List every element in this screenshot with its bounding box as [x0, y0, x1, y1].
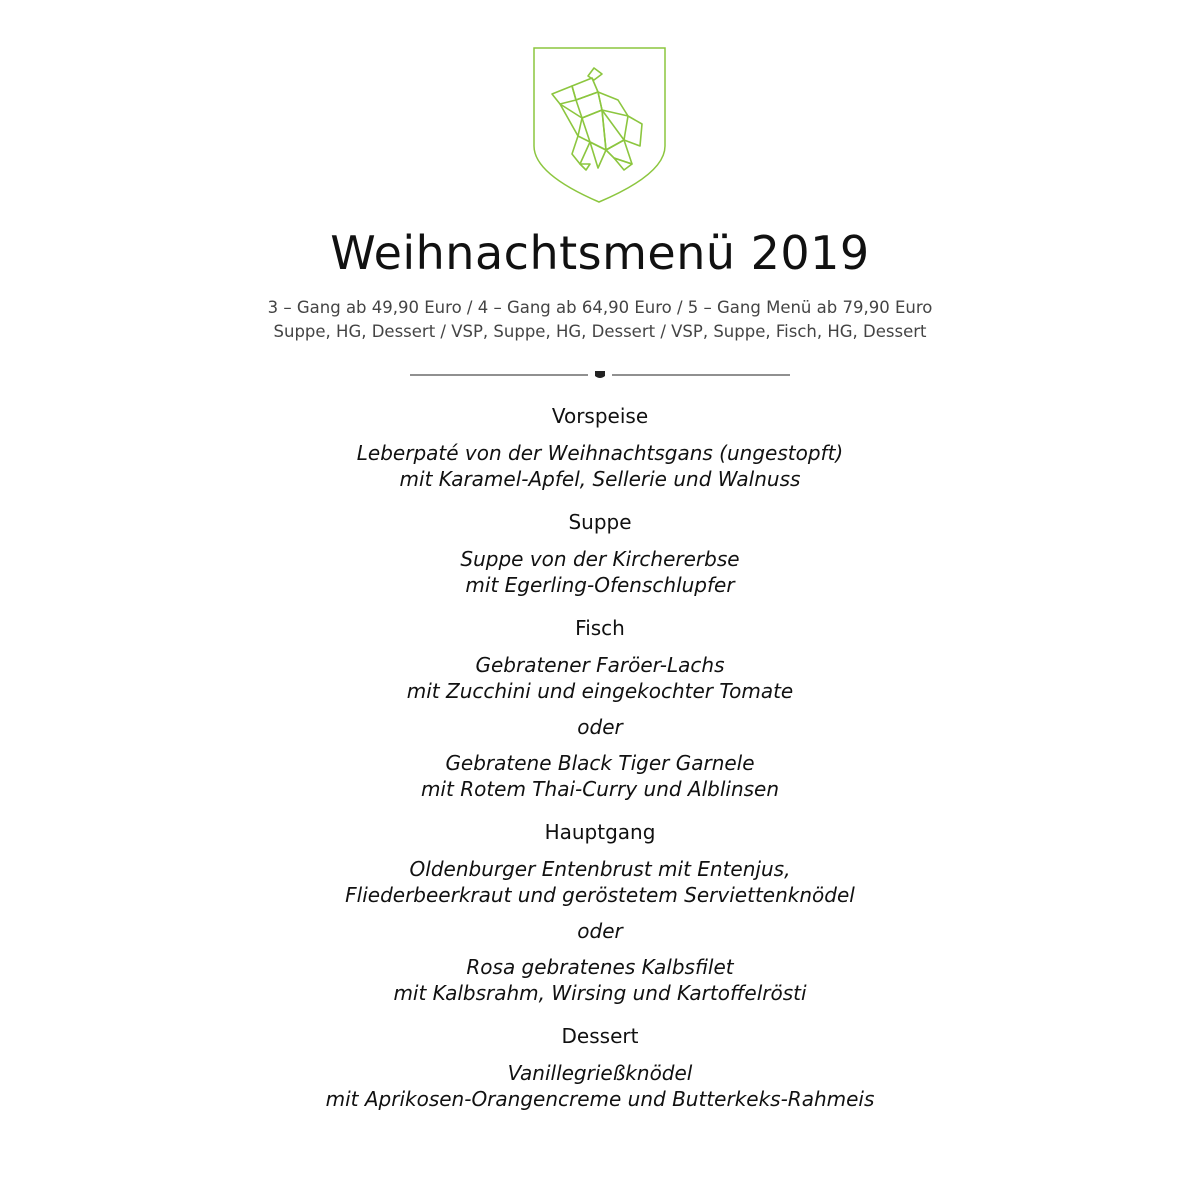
dish-line: Suppe von der Kirchererbse: [460, 547, 740, 571]
course-hauptgang: [0, 818, 1200, 1006]
dish-line: Fliederbeerkraut und geröstetem Serviettenknödel: [345, 883, 855, 907]
dish-line: Rosa gebratenes Kalbsfilet: [466, 955, 734, 979]
dish: [0, 1060, 1200, 1112]
page-title: Weihnachtsmenü 2019: [330, 226, 870, 280]
course-suppe: [0, 508, 1200, 598]
dish-line: Leberpaté von der Weihnachtsgans (ungestopft): [356, 441, 844, 465]
menu-list: [0, 402, 1200, 1112]
course-heading: Fisch: [575, 616, 625, 640]
dish-line: Gebratene Black Tiger Garnele: [445, 751, 755, 775]
dish-line: mit Karamel-Apfel, Sellerie und Walnuss: [399, 467, 801, 491]
dish-line: Vanillegrießknödel: [507, 1061, 693, 1085]
dish: [0, 440, 1200, 492]
course-structure-info: Suppe, HG, Dessert / VSP, Suppe, HG, Dessert / VSP, Suppe, Fisch, HG, Dessert: [273, 322, 927, 341]
crest-logo-icon: [532, 46, 667, 204]
dish-line: mit Aprikosen-Orangencreme und Butterkeks-Rahmeis: [325, 1087, 875, 1111]
dish-line: Gebratener Faröer-Lachs: [475, 653, 725, 677]
course-heading: Suppe: [568, 510, 632, 534]
course-vorspeise: [0, 402, 1200, 492]
or-separator: oder: [577, 715, 623, 739]
price-info: 3 – Gang ab 49,90 Euro / 4 – Gang ab 64,90 Euro / 5 – Gang Menü ab 79,90 Euro: [267, 298, 933, 317]
dish: [0, 652, 1200, 704]
dish-line: mit Rotem Thai-Curry und Alblinsen: [420, 777, 780, 801]
dish-line: Oldenburger Entenbrust mit Entenjus,: [409, 857, 791, 881]
dish-line: mit Kalbsrahm, Wirsing und Kartoffelrösti: [393, 981, 807, 1005]
dish-line: mit Egerling-Ofenschlupfer: [465, 573, 735, 597]
course-heading: Dessert: [561, 1024, 639, 1048]
dish-line: mit Zucchini und eingekochter Tomate: [406, 679, 794, 703]
dish: [0, 750, 1200, 802]
course-dessert: [0, 1022, 1200, 1112]
course-heading: Vorspeise: [551, 404, 649, 428]
dish: [0, 546, 1200, 598]
ornament-divider-icon: [410, 368, 790, 382]
dish: [0, 856, 1200, 908]
dish: [0, 954, 1200, 1006]
course-fisch: [0, 614, 1200, 802]
course-heading: Hauptgang: [544, 820, 656, 844]
or-separator: oder: [577, 919, 623, 943]
